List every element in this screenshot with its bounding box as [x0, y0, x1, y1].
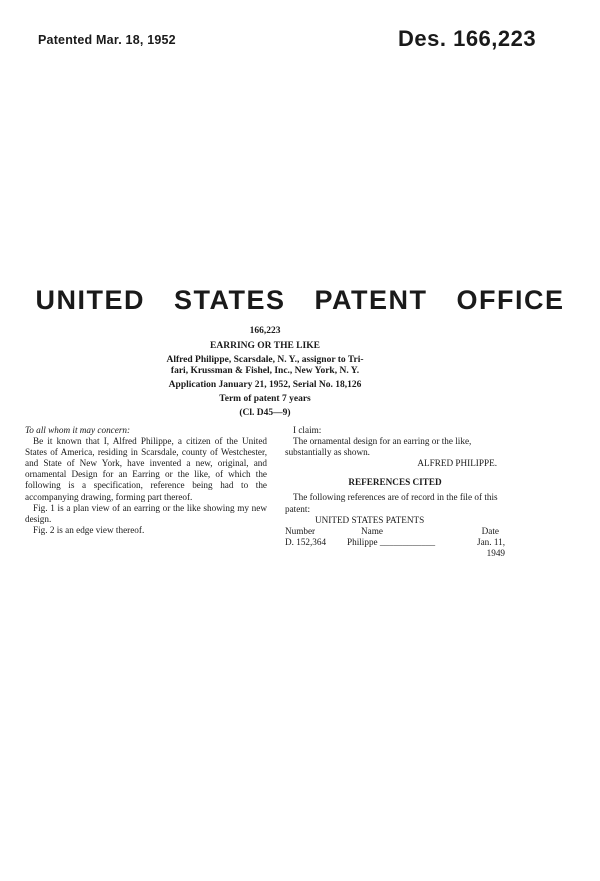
patent-title: EARRING OR THE LIKE: [210, 341, 320, 351]
classification: (Cl. D45—9): [239, 408, 291, 418]
references-title: REFERENCES CITED: [348, 477, 442, 488]
column-header-number: Number: [285, 525, 316, 536]
table-row: [285, 537, 505, 559]
salutation: To all whom it may concern:: [25, 425, 131, 435]
inventor-line-2: fari, Krussman & Fishel, Inc., New York, N. Y.: [170, 366, 360, 376]
inventor-line-1: Alfred Philippe, Scarsdale, N. Y., assignor to Tri-: [166, 355, 364, 365]
patent-number: 166,223: [249, 326, 281, 336]
column-header-date: Date: [481, 525, 499, 536]
term-line: Term of patent 7 years: [219, 394, 311, 404]
signature: ALFRED PHILIPPE.: [417, 458, 497, 469]
patented-date: Patented Mar. 18, 1952: [38, 33, 176, 47]
right-column: [285, 425, 505, 559]
office-title: UNITED STATES PATENT OFFICE: [35, 285, 565, 315]
application-line: Application January 21, 1952, Serial No. 18,126: [168, 380, 362, 390]
specification-paragraph: Be it known that I, Alfred Philippe, a citizen of the United States of America, residing in Scarsdale, county of Westchester, and State of New York, have invented a new, original, and ornamental Design for an Earring or the like, of which the following is a specification, reference being had to the accompanying drawing, forming part thereof.: [25, 436, 267, 502]
references-intro: The following references are of record in the file of this patent:: [285, 492, 498, 514]
reference-number: D. 152,364: [285, 536, 327, 547]
figure-1-description: Fig. 1 is a plan view of an earring or the like showing my new design.: [25, 502, 267, 524]
claim-text: The ornamental design for an earring or the like, substantially as shown.: [285, 436, 472, 458]
patents-table-title: UNITED STATES PATENTS: [315, 514, 425, 525]
figure-2-description: Fig. 2 is an edge view thereof.: [33, 524, 145, 535]
left-column: [25, 425, 267, 536]
design-number: Des. 166,223: [398, 26, 537, 51]
table-header-row: [285, 526, 505, 537]
reference-name: Philippe ____________: [347, 536, 436, 547]
reference-date: Jan. 11, 1949: [477, 536, 505, 558]
column-header-name: Name: [361, 525, 383, 536]
claim-label: I claim:: [293, 425, 322, 435]
